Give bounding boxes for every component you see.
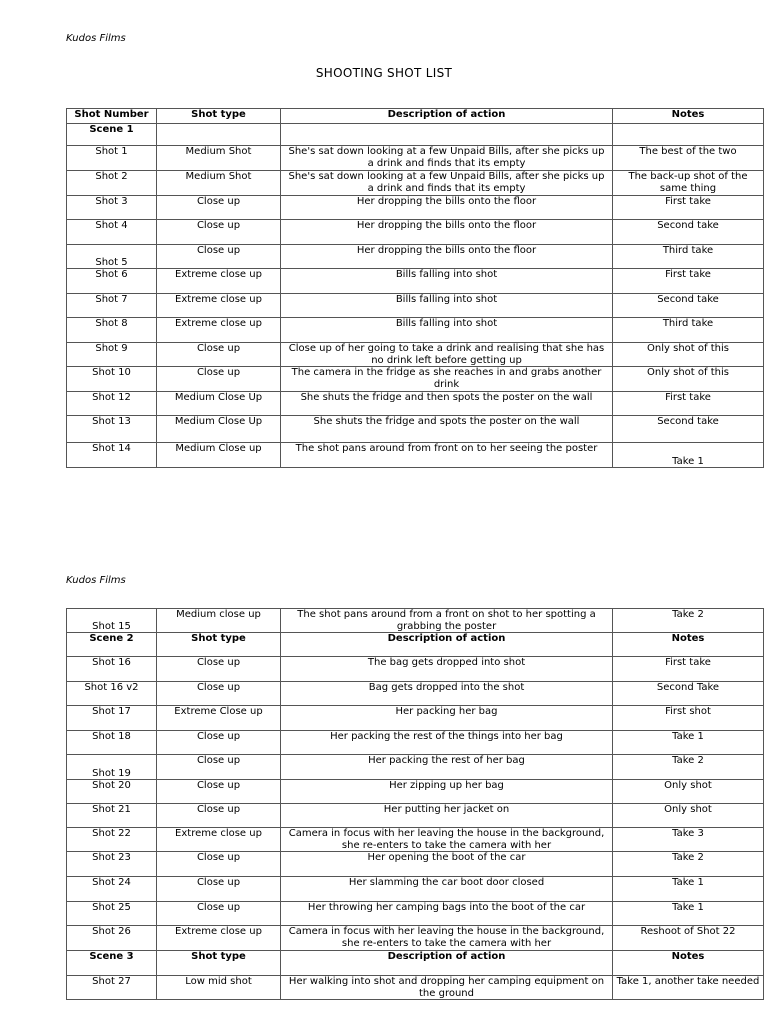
shot-number-cell: Shot 26 — [67, 926, 157, 951]
shot-number-cell: Shot 9 — [67, 343, 157, 367]
notes-cell: First take — [613, 657, 764, 682]
shot-number-cell: Shot 6 — [67, 269, 157, 294]
table-row — [67, 828, 764, 852]
shot-type-cell: Close up — [157, 731, 281, 755]
shot-number-cell: Shot 4 — [67, 220, 157, 245]
notes-cell: Second take — [613, 220, 764, 245]
notes-cell: Take 2 — [613, 755, 764, 780]
shot-type-cell: Close up — [157, 367, 281, 392]
shot-type-cell: Medium Close up — [157, 443, 281, 468]
table-row — [67, 443, 764, 468]
table-row — [67, 367, 764, 392]
shot-number-cell: Shot 21 — [67, 804, 157, 828]
shot-type-cell: Close up — [157, 780, 281, 804]
shot-type-cell: Shot type — [157, 633, 281, 657]
shot-number-cell: Scene 1 — [67, 124, 157, 146]
description-cell: Her dropping the bills onto the floor — [281, 245, 613, 269]
shot-type-cell: Close up — [157, 804, 281, 828]
description-cell: She shuts the fridge and spots the poster on the wall — [281, 416, 613, 443]
shot-number-cell: Shot 7 — [67, 294, 157, 318]
table-row — [67, 926, 764, 951]
table-row — [67, 657, 764, 682]
notes-cell: First take — [613, 392, 764, 416]
description-cell: Camera in focus with her leaving the house in the background, she re-enters to take the camera with her — [281, 926, 613, 951]
description-cell: Her dropping the bills onto the floor — [281, 220, 613, 245]
description-cell: Description of action — [281, 633, 613, 657]
description-cell: Her throwing her camping bags into the boot of the car — [281, 902, 613, 926]
table-row — [67, 171, 764, 196]
notes-cell: Third take — [613, 245, 764, 269]
shot-type-cell: Close up — [157, 755, 281, 780]
table-header-row — [67, 109, 764, 124]
table-header-row — [67, 633, 764, 657]
description-cell: Camera in focus with her leaving the house in the background, she re-enters to take the camera with her — [281, 828, 613, 852]
table-row — [67, 877, 764, 902]
shot-type-cell: Close up — [157, 220, 281, 245]
shot-type-cell: Extreme close up — [157, 828, 281, 852]
table-row — [67, 755, 764, 780]
description-cell: The shot pans around from front on to her seeing the poster — [281, 443, 613, 468]
notes-cell: Second take — [613, 416, 764, 443]
notes-cell: Take 1 — [613, 902, 764, 926]
table-header-row — [67, 951, 764, 976]
description-cell: Bag gets dropped into the shot — [281, 682, 613, 706]
notes-cell: Take 1 — [613, 443, 764, 468]
shot-number-cell: Shot 27 — [67, 976, 157, 1000]
shot-number-cell: Shot 14 — [67, 443, 157, 468]
shot-type-cell: Extreme close up — [157, 318, 281, 343]
shot-type-cell: Low mid shot — [157, 976, 281, 1000]
shot-number-cell: Shot 24 — [67, 877, 157, 902]
description-cell: Bills falling into shot — [281, 294, 613, 318]
shot-type-cell: Close up — [157, 196, 281, 220]
notes-cell: Only shot of this — [613, 343, 764, 367]
shot-number-cell: Shot 15 — [67, 609, 157, 633]
table-row — [67, 804, 764, 828]
shot-number-cell: Shot 12 — [67, 392, 157, 416]
shot-number-cell: Shot 18 — [67, 731, 157, 755]
table-row — [67, 609, 764, 633]
shot-number-cell: Shot 17 — [67, 706, 157, 731]
shot-type-cell: Close up — [157, 902, 281, 926]
description-cell: Her zipping up her bag — [281, 780, 613, 804]
company-name: Kudos Films — [66, 33, 126, 44]
shot-type-cell: Close up — [157, 877, 281, 902]
description-cell: Her putting her jacket on — [281, 804, 613, 828]
shot-number-cell: Shot 25 — [67, 902, 157, 926]
shot-number-cell: Shot 2 — [67, 171, 157, 196]
table-row — [67, 416, 764, 443]
shot-number-cell: Shot 19 — [67, 755, 157, 780]
shot-type-cell: Medium close up — [157, 609, 281, 633]
table-row — [67, 146, 764, 171]
shot-type-cell: Shot type — [157, 951, 281, 976]
table-row — [67, 269, 764, 294]
notes-cell: First take — [613, 196, 764, 220]
notes-cell: Notes — [613, 633, 764, 657]
notes-cell: Notes — [613, 109, 764, 124]
shot-type-cell: Close up — [157, 657, 281, 682]
shot-number-cell: Shot 10 — [67, 367, 157, 392]
notes-cell: Take 2 — [613, 852, 764, 877]
shot-number-cell: Shot 8 — [67, 318, 157, 343]
description-cell: Her opening the boot of the car — [281, 852, 613, 877]
notes-cell: Second Take — [613, 682, 764, 706]
description-cell: She's sat down looking at a few Unpaid Bills, after she picks up a drink and finds that its empty — [281, 171, 613, 196]
table-row — [67, 318, 764, 343]
company-name-page-2: Kudos Films — [66, 575, 126, 586]
page-title: SHOOTING SHOT LIST — [315, 66, 453, 80]
shot-type-cell: Medium Close Up — [157, 416, 281, 443]
description-cell: Her packing the rest of the things into her bag — [281, 731, 613, 755]
shot-type-cell: Close up — [157, 245, 281, 269]
table-row — [67, 976, 764, 1000]
table-row — [67, 392, 764, 416]
notes-cell: The best of the two — [613, 146, 764, 171]
description-cell: Her packing her bag — [281, 706, 613, 731]
description-cell: The bag gets dropped into shot — [281, 657, 613, 682]
shot-type-cell: Close up — [157, 682, 281, 706]
description-cell: Bills falling into shot — [281, 269, 613, 294]
notes-cell: First take — [613, 269, 764, 294]
description-cell: The camera in the fridge as she reaches in and grabs another drink — [281, 367, 613, 392]
shot-list-table-2 — [66, 608, 764, 1000]
description-cell: Close up of her going to take a drink and realising that she has no drink left before getting up — [281, 343, 613, 367]
shot-type-cell: Extreme close up — [157, 294, 281, 318]
notes-cell: The back-up shot of the same thing — [613, 171, 764, 196]
shot-number-cell: Shot 20 — [67, 780, 157, 804]
shot-type-cell: Extreme close up — [157, 926, 281, 951]
table-row — [67, 780, 764, 804]
description-cell — [281, 124, 613, 146]
notes-cell: Only shot — [613, 804, 764, 828]
shot-type-cell: Close up — [157, 852, 281, 877]
notes-cell — [613, 124, 764, 146]
table-header-row — [67, 124, 764, 146]
description-cell: Bills falling into shot — [281, 318, 613, 343]
table-row — [67, 220, 764, 245]
shot-list-table-1 — [66, 108, 764, 468]
shot-number-cell: Shot 3 — [67, 196, 157, 220]
description-cell: The shot pans around from a front on shot to her spotting a grabbing the poster — [281, 609, 613, 633]
shot-number-cell: Scene 3 — [67, 951, 157, 976]
shot-number-cell: Shot 1 — [67, 146, 157, 171]
shot-number-cell: Shot Number — [67, 109, 157, 124]
description-cell: Her slamming the car boot door closed — [281, 877, 613, 902]
shot-type-cell: Extreme close up — [157, 269, 281, 294]
table-row — [67, 706, 764, 731]
shot-number-cell: Shot 16 — [67, 657, 157, 682]
shot-type-cell: Medium Close Up — [157, 392, 281, 416]
shot-list-body-2 — [67, 609, 764, 1000]
notes-cell: Reshoot of Shot 22 — [613, 926, 764, 951]
notes-cell: First shot — [613, 706, 764, 731]
notes-cell: Third take — [613, 318, 764, 343]
notes-cell: Only shot of this — [613, 367, 764, 392]
shot-number-cell: Shot 23 — [67, 852, 157, 877]
shot-type-cell: Medium Shot — [157, 171, 281, 196]
shot-number-cell: Shot 16 v2 — [67, 682, 157, 706]
table-row — [67, 731, 764, 755]
description-cell: Her dropping the bills onto the floor — [281, 196, 613, 220]
notes-cell: Take 2 — [613, 609, 764, 633]
shot-type-cell: Shot type — [157, 109, 281, 124]
shot-list-body-1 — [67, 109, 764, 468]
description-cell: Her walking into shot and dropping her camping equipment on the ground — [281, 976, 613, 1000]
notes-cell: Only shot — [613, 780, 764, 804]
description-cell: Description of action — [281, 109, 613, 124]
shot-number-cell: Shot 13 — [67, 416, 157, 443]
notes-cell: Take 3 — [613, 828, 764, 852]
shot-type-cell — [157, 124, 281, 146]
table-row — [67, 682, 764, 706]
shot-number-cell: Shot 22 — [67, 828, 157, 852]
table-row — [67, 294, 764, 318]
shot-type-cell: Medium Shot — [157, 146, 281, 171]
table-row — [67, 196, 764, 220]
notes-cell: Take 1, another take needed — [613, 976, 764, 1000]
table-row — [67, 343, 764, 367]
description-cell: She's sat down looking at a few Unpaid Bills, after she picks up a drink and finds that its empty — [281, 146, 613, 171]
description-cell: Description of action — [281, 951, 613, 976]
shot-number-cell: Shot 5 — [67, 245, 157, 269]
table-row — [67, 902, 764, 926]
description-cell: Her packing the rest of her bag — [281, 755, 613, 780]
notes-cell: Take 1 — [613, 731, 764, 755]
shot-number-cell: Scene 2 — [67, 633, 157, 657]
shot-type-cell: Close up — [157, 343, 281, 367]
table-row — [67, 245, 764, 269]
description-cell: She shuts the fridge and then spots the poster on the wall — [281, 392, 613, 416]
notes-cell: Second take — [613, 294, 764, 318]
notes-cell: Notes — [613, 951, 764, 976]
notes-cell: Take 1 — [613, 877, 764, 902]
shot-type-cell: Extreme Close up — [157, 706, 281, 731]
table-row — [67, 852, 764, 877]
